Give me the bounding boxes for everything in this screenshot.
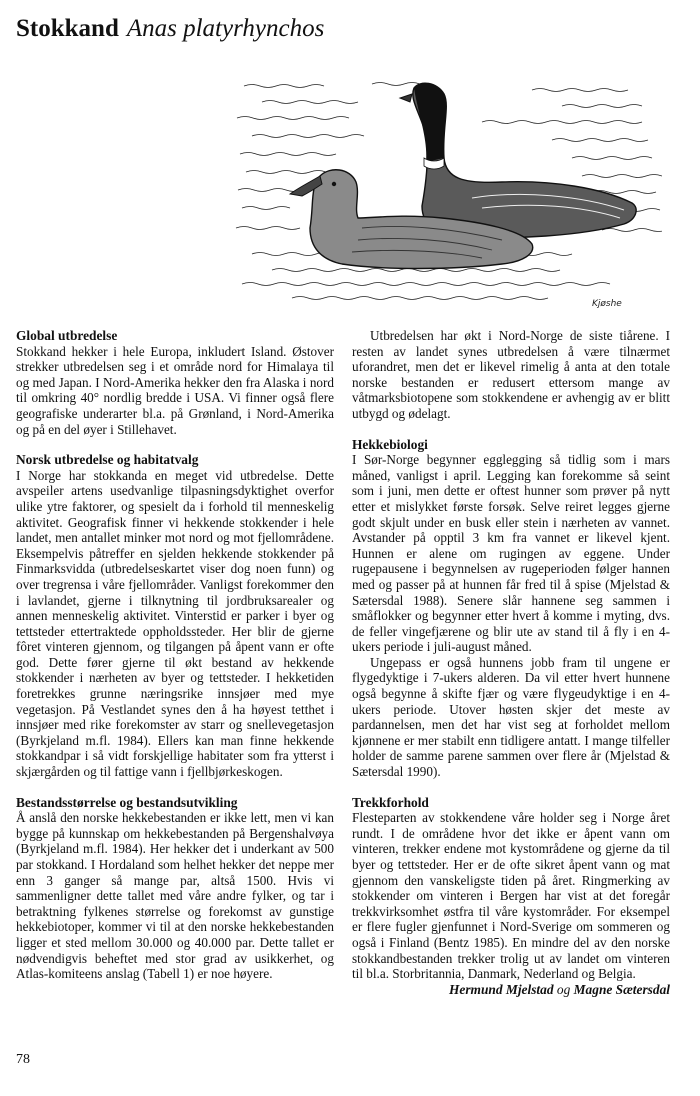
- mallard-pair-illustration: [232, 78, 662, 314]
- author-conjunction: og: [556, 981, 571, 997]
- section-paragraph: Å anslå den norske hekkebestanden er ikke lett, men vi kan bygge på kunnskap om hekkebestanden på Bergenshalvøya (Byrkjeland m.fl. 1984). Her hekker det i underkant av 500 par stokkand. I Hordaland som helhet hekker det neppe mer enn 3 ganger så mange par, altså 1500. Hvis vi sammenligner dette tallet med våre andre fylker, og tar i betraktning fylkenes størrelse og forekomst av gunstige hekkebiotoper, kommer vi til at den norske hekkebestanden ligger et sted mellom 30.000 og 40.000 par. Dette tallet er nødvendigvis beheftet med stor grad av usikkerhet, og Atlas-komiteens anslag (Tabell 1) er noe høyere.: [16, 810, 334, 982]
- section-heading: Global utbredelse: [16, 328, 118, 343]
- section-paragraph: Flesteparten av stokkendene våre holder seg i Norge året rundt. I de områdene hvor det ikke er åpent vann om vinteren, trekker endene mot kystområdene og gjerne da til byer og tettsteder. Her er de ofte sikret åpent vann og mat gjennom den vanskeligste tiden på året. Ringmerking av stokkender om vinteren i Bergen har vist at det foregår trekkvirksomhet østfra til våre kystområder. For eksempel er flere fugler gjenfunnet i Nord-Sverige om sommeren og også i Finland (Bentz 1985). En mindre del av den norske stokkandbestanden trekker trolig ut av landet om vinteren til bl.a. Storbritannia, Danmark, Nederland og Belgia.: [352, 810, 670, 982]
- page-number: 78: [16, 1052, 30, 1067]
- artist-signature: Kjøshe: [592, 299, 622, 309]
- section-paragraph: I Sør-Norge begynner egglegging så tidlig som i mars måned, vanligst i april. Legging kan forekomme så seint som i juni, men dette er oftest hunner som prøver på nytt etter et mislykket første forsøk. Selve reiret legges gjerne godt skjult under en busk eller stein i nærheten av vannet. Avstander på opptil 3 km fra vannet er likevel kjent. Hunnen er alene om rugingen av eggene. Under rugepausene i begynnelsen av rugeperioden følger hannen med og passer på at hunnen får fred til å spise (Mjelstad & Sætersdal 1988). Senere slår hannene seg sammen i småflokker og begynner etter hvert å komme i myting, dvs. de feller vingefjærene og blir ute av stand til å fly i en 4-ukers periode i juli-august måned.: [352, 452, 670, 655]
- section-global-distribution: [16, 328, 334, 437]
- latin-name: Anas platyrhynchos: [126, 15, 325, 42]
- section-migration: [352, 795, 670, 998]
- common-name: Stokkand: [16, 15, 119, 42]
- right-column: [352, 328, 670, 1012]
- mallard-pair-icon: [232, 78, 662, 314]
- section-heading: Trekkforhold: [352, 794, 429, 810]
- section-paragraph: I Norge har stokkanda en meget vid utbredelse. Dette avspeiler artens usedvanlige tilpasningsdyktighet overfor ulike ytre faktorer, og spesielt da i forhold til menneskelig aktivitet. Geografisk finner vi hekkende stokkender i hele landet, men antallet minker mot nord og mot fjellområdene. Eksempelvis påtreffer en sjelden hekkende stokkender på Finmarksvidda (utbredelseskartet viser dog noen funn) og over tregrensa i våre fjellområder. Vanligst forekommer den i lavlandet, gjerne i tilknytning til jordbruksarealer og annen menneskelig aktivitet. Vinterstid er parker i byer og tettsteder ettertraktede oppholdssteder. Her blir de gjerne fôret vinteren gjennom, og tilgangen på åpent vann er ofte god. Dette fører gjerne til økt bestand av hekkende stokkender i nærheten av byer og tettsteder. I hekketiden foretrekkes grunne næringsrike innsjøer med mye vegetasjon. På Vestlandet synes den å ha høyest tetthet i innsjøer med rike forekomster av starr og snellevegetasjon (Byrkjeland m.fl. 1984). Ellers kan man finne hekkende stokkandpar i så vidt forskjellige habitater som fra ytterst i skjærgården og til fattige vann i fjellbjørkeskogen.: [16, 467, 334, 780]
- section-heading: Hekkebiologi: [352, 436, 428, 452]
- section-heading: Norsk utbredelse og habitatvalg: [16, 452, 199, 468]
- male-mallard: [400, 83, 636, 237]
- left-column: [16, 328, 334, 997]
- author-second: Magne Sætersdal: [573, 981, 670, 997]
- page-title: [16, 14, 324, 44]
- author-signature: [352, 982, 670, 998]
- section-breeding-biology: [352, 437, 670, 780]
- section-heading: Bestandsstørrelse og bestandsutvikling: [16, 794, 238, 810]
- section-paragraph: Ungepass er også hunnens jobb fram til ungene er flygedyktige i 7-ukers alderen. Da vil etter hvert hunnene også begynne å skifte fjær og være flygeudyktige i en 4-ukers periode. Utover høsten skjer det meste av pardannelsen, men det har vist seg at forholdet mellom kjønnene er mer stabilt enn tidligere antatt. I mange tilfeller holder de samme parene sammen over flere år (Mjelstad & Sætersdal 1990).: [352, 654, 670, 780]
- section-paragraph: Stokkand hekker i hele Europa, inkludert Island. Østover strekker utbredelsen seg i et område nord for Himalaya til og med Japan. I Nord-Amerika hekker den fra Alaska i nord til omkring 40° nordlig bredde i USA. Vi finner også flere geografiske underarter bl.a. på Grønland, i Nord-Amerika og på en del øyer i Stillehavet.: [16, 343, 334, 437]
- section-population-continued: [352, 328, 670, 422]
- author-first: Hermund Mjelstad: [448, 981, 554, 997]
- section-paragraph: Utbredelsen har økt i Nord-Norge de siste tiårene. I resten av landet synes utbredelsen å være tilnærmet uforandret, men det er likevel rimelig å anta at den totale norske bestanden er redusert ettersom mange av våtmarksbiotopene som stokkendene er avhengig av er blitt utbygd og ødelagt.: [352, 328, 670, 421]
- section-norwegian-distribution: [16, 452, 334, 779]
- section-population: [16, 795, 334, 982]
